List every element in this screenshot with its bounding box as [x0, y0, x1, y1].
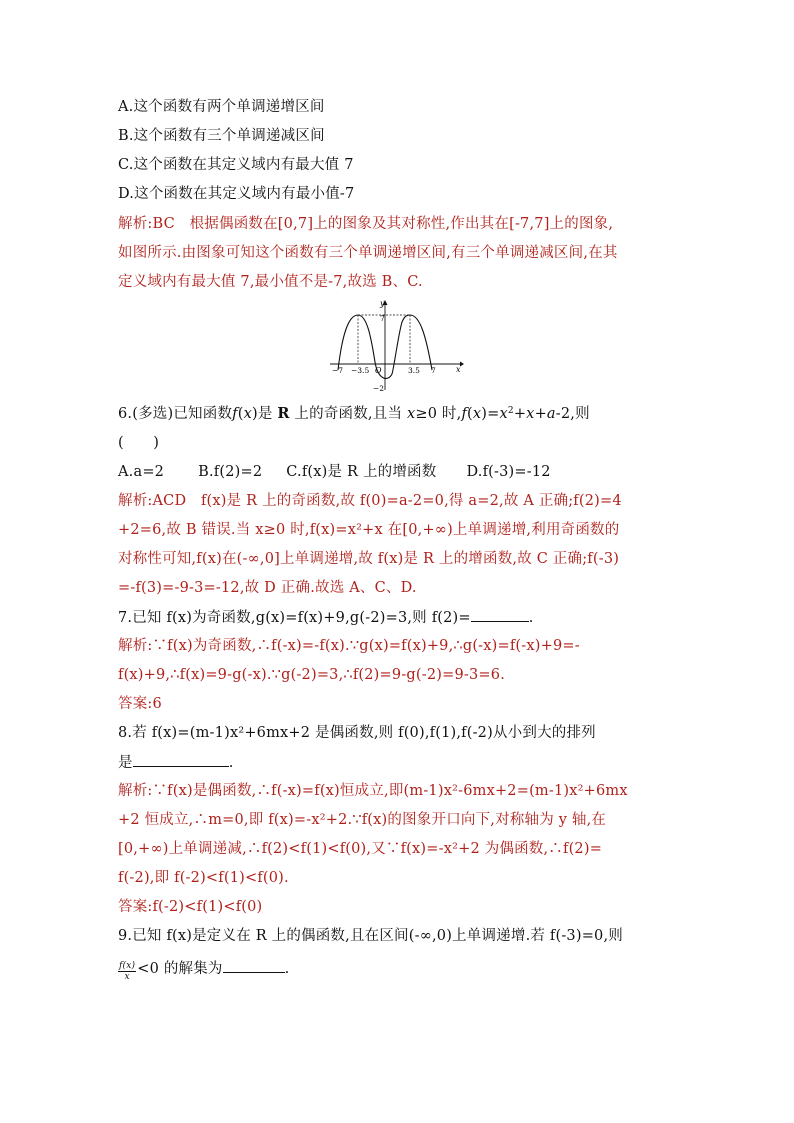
q5-option-b: B.这个函数有三个单调递减区间 — [118, 128, 325, 144]
q8-stem-text: 是 — [118, 755, 133, 771]
q5-option-a: A.这个函数有两个单调递增区间 — [118, 99, 325, 115]
q6-option-b: B.f(2)=2 — [198, 464, 263, 480]
x-tick-minus-3-5: −3.5 — [351, 366, 370, 375]
q6-stem-prefix: 6.(多选)已知函数 — [118, 406, 233, 422]
y-axis-label: y — [380, 299, 385, 308]
origin-label: O — [375, 366, 382, 375]
q7-answer: 答案:6 — [118, 696, 162, 712]
q8-solution-line-4: f(-2),即 f(-2)<f(1)<f(0). — [118, 870, 289, 886]
q8-stem-line-1: 8.若 f(x)=(m-1)x²+6mx+2 是偶函数,则 f(0),f(1),f(-2)从小到大的排列 — [118, 725, 596, 741]
q6-option-a: A.a=2 — [118, 464, 165, 480]
q7-solution-line-2: f(x)+9,∴f(x)=9-g(-x).∵g(-2)=3,∴f(2)=9-g(-2)=9-3=6. — [118, 667, 506, 683]
function-graph — [328, 296, 466, 394]
q6-option-c: C.f(x)是 R 上的增函数 — [286, 464, 437, 480]
q5-solution-line-2: 如图所示.由图象可知这个函数有三个单调递增区间,有三个单调递减区间,在其 — [118, 245, 618, 261]
q8-stem-line-2: 是 . — [118, 752, 678, 773]
q8-solution-line-1: 解析:∵f(x)是偶函数,∴f(-x)=f(x)恒成立,即(m-1)x²-6mx+2=(m-1)x²+6mx — [118, 783, 628, 799]
x-axis-label: x — [456, 365, 461, 374]
q7-solution-line-1: 解析:∵f(x)为奇函数,∴f(-x)=-f(x).∵g(x)=f(x)+9,∴g(-x)=f(-x)+9=- — [118, 638, 580, 654]
q7-stem-text: 7.已知 f(x)为奇函数,g(x)=f(x)+9,g(-2)=3,则 f(2)= — [118, 610, 471, 626]
q6-solution-line-1: 解析:ACD f(x)是 R 上的奇函数,故 f(0)=a-2=0,得 a=2,故 A 正确;f(2)=4 — [118, 493, 622, 509]
q9-stem-text: <0 的解集为 — [137, 961, 223, 977]
y-tick-minus-2: −2 — [373, 384, 385, 393]
q6-solution-line-4: =-f(3)=-9-3=-12,故 D 正确.故选 A、C、D. — [118, 580, 417, 596]
x-tick-7: 7 — [431, 366, 436, 375]
q5-option-c: C.这个函数在其定义域内有最大值 7 — [118, 157, 354, 173]
q9-answer-blank — [223, 958, 285, 973]
q5-solution-line-1: 解析:BC 根据偶函数在[0,7]上的图象及其对称性,作出其在[-7,7]上的图象, — [118, 216, 614, 232]
q6-solution-line-2: +2=6,故 B 错误.当 x≥0 时,f(x)=x²+x 在[0,+∞)上单调递增,利用奇函数的 — [118, 522, 620, 538]
x-axis-arrow — [460, 362, 464, 367]
q9-stem-line-2: $\frac{f(x)}{x}$ <0 的解集为 . — [118, 958, 678, 982]
q6-stem-line-2: ( ) — [118, 435, 160, 451]
x-tick-minus-7: −7 — [332, 366, 344, 375]
q9-fraction — [118, 961, 136, 982]
q6-stem-line-1: 6.(多选)已知函数f(x)是 R 上的奇函数,且当 x≥0 时$,f(x)=x^2+x+a-2$,则 — [118, 405, 590, 422]
q9-stem-line-1: 9.已知 f(x)是定义在 R 上的偶函数,且在区间(-∞,0)上单调递增.若 f(-3)=0,则 — [118, 928, 623, 944]
x-tick-3-5: 3.5 — [408, 366, 420, 375]
q9-fraction-numerator: f(x) — [119, 961, 136, 971]
q8-solution-line-2: +2 恒成立,∴m=0,即 f(x)=-x²+2.∵f(x)的图象开口向下,对称轴为 y 轴,在 — [118, 812, 607, 828]
q5-option-d: D.这个函数在其定义域内有最小值-7 — [118, 186, 355, 202]
q6-solution-line-3: 对称性可知,f(x)在(-∞,0]上单调递增,故 f(x)是 R 上的增函数,故 C 正确;f(-3) — [118, 551, 620, 567]
q7-stem: 7.已知 f(x)为奇函数,g(x)=f(x)+9,g(-2)=3,则 f(2)= . — [118, 607, 678, 628]
q6-options — [118, 462, 678, 482]
q6-option-d: D.f(-3)=-12 — [466, 464, 551, 480]
q5-solution-line-3: 定义域内有最大值 7,最小值不是-7,故选 B、C. — [118, 274, 423, 290]
q8-answer: 答案:f(-2)<f(1)<f(0) — [118, 899, 263, 915]
y-tick-7: 7 — [380, 314, 385, 323]
q8-solution-line-3: [0,+∞)上单调递减,∴f(2)<f(1)<f(0),又∵f(x)=-x²+2 为偶函数,∴f(2)= — [118, 841, 603, 857]
q9-fraction-denominator: x — [124, 972, 130, 982]
q8-answer-blank — [133, 752, 229, 767]
q7-answer-blank — [471, 607, 529, 622]
